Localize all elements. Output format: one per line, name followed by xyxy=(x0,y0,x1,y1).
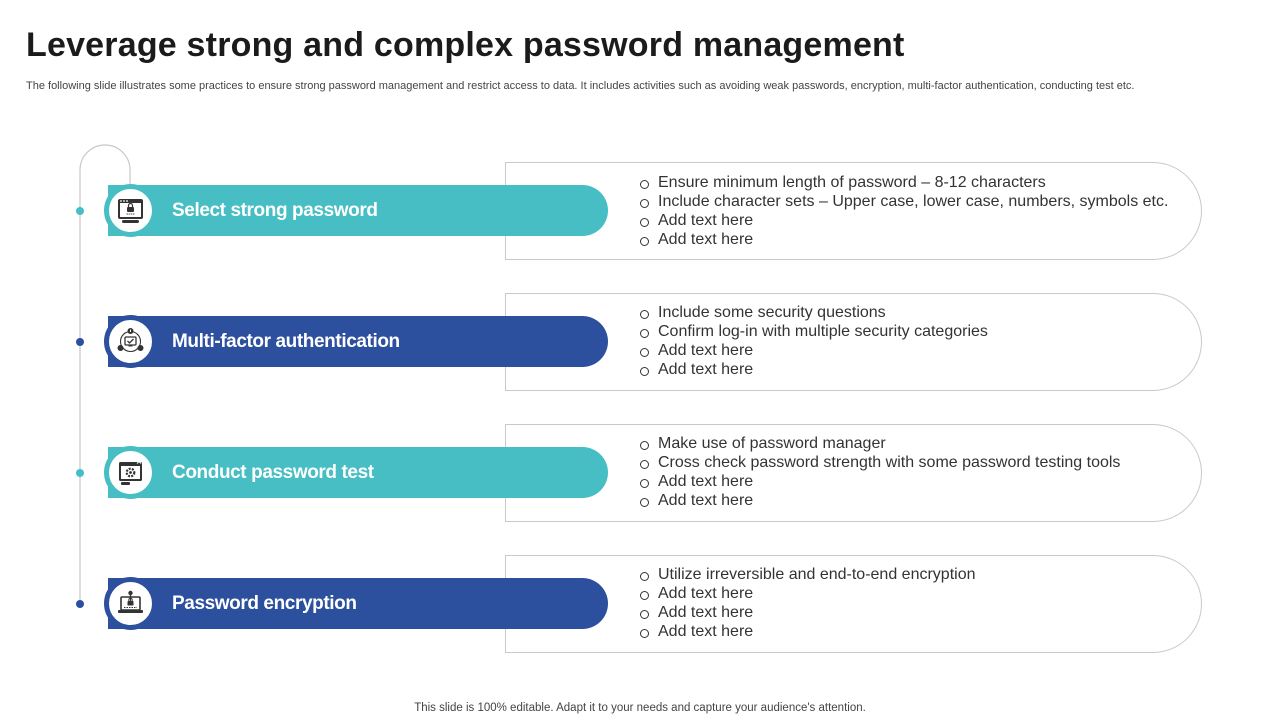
practice-pill xyxy=(108,447,608,498)
practice-row-password-encryption xyxy=(0,555,1280,653)
slide-footer: This slide is 100% editable. Adapt it to your needs and capture your audience's attention. xyxy=(414,702,866,714)
bullet-list xyxy=(638,303,988,379)
practice-label: Password encryption xyxy=(172,593,357,614)
bullet-item: Cross check password strength with some password testing tools xyxy=(638,453,1120,472)
bullet-item: Utilize irreversible and end-to-end encryption xyxy=(638,565,976,584)
bullet-item: Add text here xyxy=(638,603,976,622)
practice-pill xyxy=(108,185,608,236)
practice-row-multi-factor-authentication xyxy=(0,293,1280,391)
password-window-icon xyxy=(116,196,145,225)
practice-pill xyxy=(108,578,608,629)
bullet-item: Add text here xyxy=(638,622,976,641)
svg-text:****: **** xyxy=(126,213,135,219)
bullet-item: Add text here xyxy=(638,491,1120,510)
bullet-list xyxy=(638,434,1120,510)
timeline-dot xyxy=(76,338,84,346)
bullet-item: Add text here xyxy=(638,341,988,360)
practice-pill xyxy=(108,316,608,367)
practice-label: Conduct password test xyxy=(172,462,374,483)
bullet-list xyxy=(638,173,1168,249)
practice-row-conduct-password-test xyxy=(0,424,1280,522)
encryption-laptop-icon xyxy=(116,589,145,618)
bullet-item: Ensure minimum length of password – 8-12 characters xyxy=(638,173,1168,192)
bullet-item: Make use of password manager xyxy=(638,434,1120,453)
timeline-dot xyxy=(76,469,84,477)
bullet-item: Add text here xyxy=(638,211,1168,230)
icon-badge xyxy=(104,577,157,630)
timeline-dot xyxy=(76,207,84,215)
bullet-item: Include some security questions xyxy=(638,303,988,322)
practice-label: Select strong password xyxy=(172,200,378,221)
password-test-settings-icon xyxy=(116,458,145,487)
multi-factor-network-icon xyxy=(116,327,145,356)
bullet-item: Confirm log-in with multiple security categories xyxy=(638,322,988,341)
icon-badge xyxy=(104,184,157,237)
slide-subtitle: The following slide illustrates some practices to ensure strong password management and restrict access to data. It includes activities such as avoiding weak passwords, encryption, multi-factor authentication, conducting test etc. xyxy=(26,80,1135,92)
bullet-item: Add text here xyxy=(638,584,976,603)
practice-label: Multi-factor authentication xyxy=(172,331,400,352)
bullet-item: Add text here xyxy=(638,360,988,379)
icon-badge xyxy=(104,315,157,368)
icon-badge xyxy=(104,446,157,499)
bullet-item: Add text here xyxy=(638,230,1168,249)
bullet-list xyxy=(638,565,976,641)
slide-title: Leverage strong and complex password management xyxy=(26,26,905,64)
timeline-dot xyxy=(76,600,84,608)
bullet-item: Include character sets – Upper case, lower case, numbers, symbols etc. xyxy=(638,192,1168,211)
bullet-item: Add text here xyxy=(638,472,1120,491)
practice-row-select-strong-password xyxy=(0,162,1280,260)
